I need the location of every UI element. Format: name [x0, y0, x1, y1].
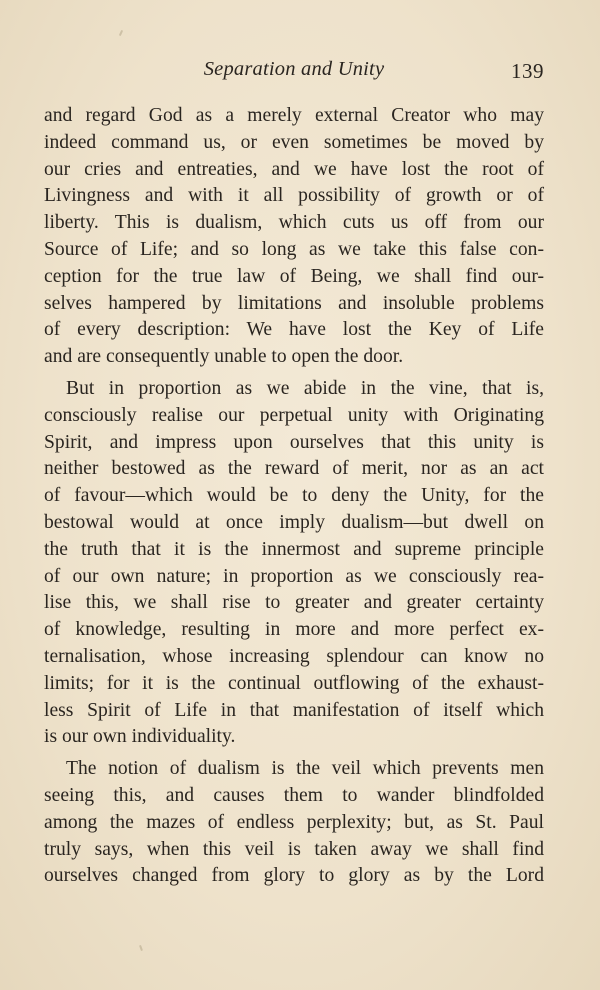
text-line: neither bestowed as the reward of merit, nor as an act	[44, 458, 544, 480]
text-line: ternalisation, whose increasing splendour can know no	[44, 645, 544, 667]
text-line: ourselves changed from glory to glory as by the Lord	[44, 865, 544, 887]
text-line: indeed command us, or even sometimes be moved by	[44, 131, 544, 153]
body-text	[44, 103, 544, 890]
text-line: and are consequently unable to open the door.	[44, 346, 404, 368]
text-line: lise this, we shall rise to greater and greater certainty	[44, 592, 544, 614]
running-title: Separation and Unity	[203, 58, 385, 80]
text-line: But in proportion as we abide in the vine, that is,	[66, 377, 544, 399]
paper-speck	[119, 30, 123, 36]
text-line: of knowledge, resulting in more and more perfect ex-	[44, 619, 544, 641]
text-line: among the mazes of endless perplexity; but, as St. Paul	[44, 811, 544, 833]
text-line: seeing this, and causes them to wander blindfolded	[44, 784, 544, 806]
text-line: consciously realise our perpetual unity with Originating	[44, 404, 544, 426]
text-line: of favour—which would be to deny the Unity, for the	[44, 485, 544, 507]
text-line: of our own nature; in proportion as we consciously rea-	[44, 565, 544, 587]
page-header	[44, 58, 544, 88]
text-line: Source of Life; and so long as we take this false con-	[44, 238, 544, 260]
text-line: the truth that it is the innermost and supreme principle	[44, 538, 544, 560]
text-line: is our own individuality.	[44, 726, 236, 748]
text-line: truly says, when this veil is taken away we shall find	[44, 838, 544, 860]
text-line: limits; for it is the continual outflowing of the exhaust-	[44, 672, 544, 694]
text-line: Livingness and with it all possibility of growth or of	[44, 185, 544, 207]
text-line: and regard God as a merely external Creator who may	[44, 105, 544, 126]
paper-speck	[139, 945, 143, 951]
text-line: liberty. This is dualism, which cuts us off from our	[44, 212, 544, 234]
text-line: our cries and entreaties, and we have lost the root of	[44, 158, 544, 180]
text-line: bestowal would at once imply dualism—but dwell on	[44, 511, 544, 533]
text-line: ception for the true law of Being, we shall find our-	[44, 265, 544, 287]
paragraph	[44, 376, 544, 751]
text-line: less Spirit of Life in that manifestation of itself which	[44, 699, 544, 721]
text-line: selves hampered by limitations and insoluble problems	[44, 292, 544, 314]
paragraph	[44, 103, 544, 371]
text-line: The notion of dualism is the veil which prevents men	[66, 758, 544, 780]
text-line: of every description: We have lost the Key of Life	[44, 319, 544, 341]
text-line: Spirit, and impress upon ourselves that this unity is	[44, 431, 544, 453]
page-number: 139	[511, 59, 544, 83]
paragraph	[44, 756, 544, 890]
